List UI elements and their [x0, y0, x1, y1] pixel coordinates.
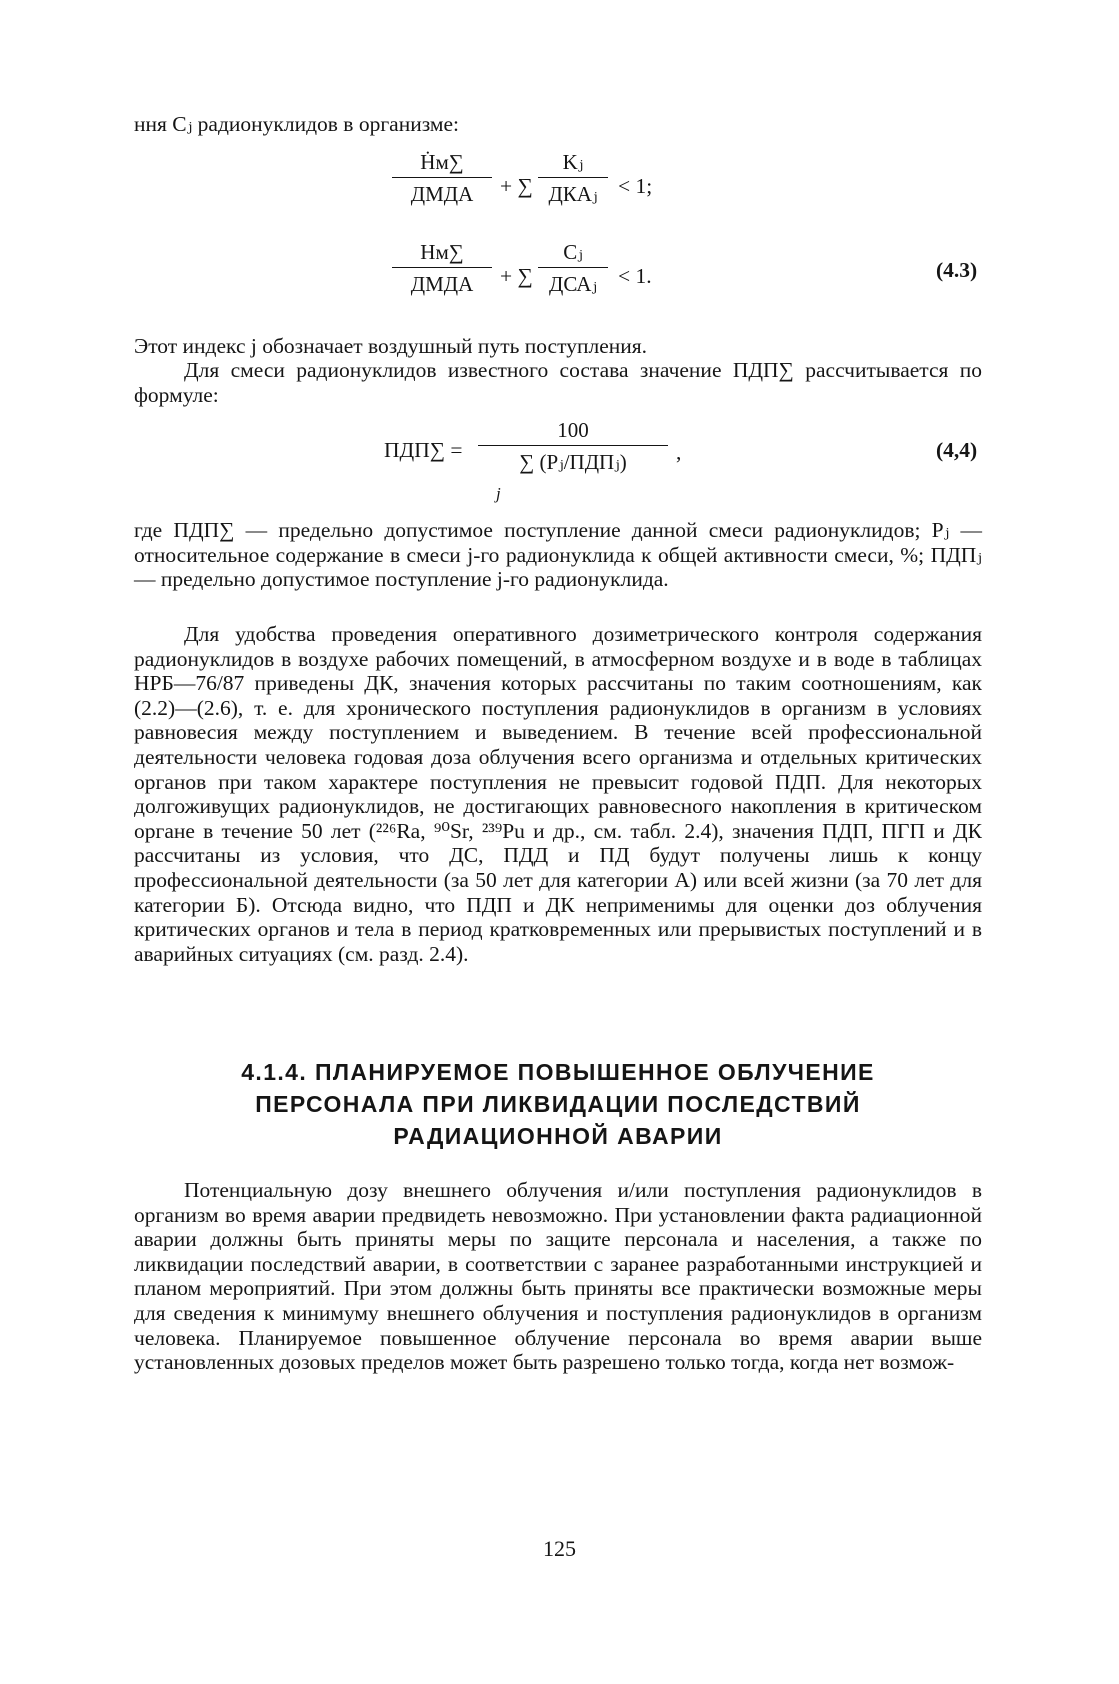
eq43-l2-num1: Hм∑	[392, 240, 492, 268]
intro-line: ння Cⱼ радионуклидов в организме:	[134, 112, 460, 136]
eq44-num: 100	[478, 418, 668, 446]
eq43-fraction-3	[392, 240, 492, 297]
eq43-fraction-2	[538, 150, 608, 207]
eq43-number: (4.3)	[936, 258, 978, 282]
heading-line-2: ПЕРСОНАЛА ПРИ ЛИКВИДАЦИИ ПОСЛЕДСТВИЙ	[255, 1091, 861, 1117]
eq44-number: (4,4)	[936, 438, 978, 462]
paragraph-index: Этот индекс j обозначает воздушный путь поступления.	[134, 334, 648, 358]
page-number: 125	[543, 1536, 576, 1561]
eq43-fraction-1	[392, 150, 492, 207]
eq43-l2-den1: ДМДА	[410, 272, 474, 296]
eq43-l1-den2: ДКАⱼ	[548, 182, 598, 206]
paragraph-convenience: Для удобства проведения оперативного дозиметрического контроля содержания радионуклидов в воздухе рабочих помещений, в атмосферном воздухе и в воде в таблицах НРБ—76/87 приведены ДК, значения которых рассчитаны по таким соотношениям, как (2.2)—(2.6), т. е. для хронического поступления радионуклидов в организм в условиях равновесия между поступлением и выведением. В течение всей профессиональной деятельности человека годовая доза облучения всего организма и отдельных критических органов при таком характере поступления не превысит годовой ПДП. Для некоторых долгоживущих радионуклидов, не достигающих равновесного накопления в критическом органе в течение 50 лет (²²⁶Ra, ⁹⁰Sr, ²³⁹Pu и др., см. табл. 2.4), значения ПДП, ПГП и ДК рассчитаны из условия, что ДС, ПДД и ПД будут получены лишь к концу профессиональной деятельности (за 50 лет для категории А) или всей жизни (за 70 лет для категории Б). Отсюда видно, что ПДП и ДК неприменимы для оценки доз облучения критических органов и тела в период кратковременных или прерывистых поступлений и в аварийных ситуациях (см. разд. 2.4).	[134, 622, 982, 966]
eq43-l2-plus-sum: + ∑	[500, 264, 533, 288]
eq44-sum-index: j	[496, 484, 501, 503]
section-heading	[134, 1056, 982, 1152]
paragraph-where: где ПДП∑ — предельно допустимое поступление данной смеси радионуклидов; Pⱼ — относительное содержание в смеси j-го радионуклида к общей активности смеси, %; ПДПⱼ — предельно допустимое поступление j-го радионуклида.	[134, 518, 982, 592]
paragraph-potential: Потенциальную дозу внешнего облучения и/или поступления радионуклидов в организм во время аварии предвидеть невозможно. При установлении факта радиационной аварии должны быть приняты меры по защите персонала и населения, а также по ликвидации последствий аварии, в соответствии с заранее разработанными инструкцией и планом мероприятий. При этом должны быть приняты все практически возможные меры для сведения к минимуму внешнего облучения и поступления радионуклидов в организм человека. Планируемое повышенное облучение персонала во время аварии выше установленных дозовых пределов может быть разрешено только тогда, когда нет возмож-	[134, 1178, 982, 1375]
eq43-l2-relation: < 1.	[618, 264, 652, 288]
eq43-l2-num2: Cⱼ	[538, 240, 608, 268]
eq43-l2-den2: ДСАⱼ	[549, 272, 597, 296]
heading-line-1: 4.1.4. ПЛАНИРУЕМОЕ ПОВЫШЕННОЕ ОБЛУЧЕНИЕ	[241, 1059, 875, 1085]
eq44-fraction	[478, 418, 668, 475]
eq44-den: ∑ (Pⱼ/ПДПⱼ)	[519, 450, 627, 474]
eq43-fraction-4	[538, 240, 608, 297]
eq43-l1-plus-sum: + ∑	[500, 174, 533, 198]
eq44-lhs: ПДП∑ =	[384, 438, 463, 462]
eq43-l1-relation: < 1;	[618, 174, 653, 198]
eq43-l1-den1: ДМДА	[410, 182, 474, 206]
paragraph-mixture: Для смеси радионуклидов известного состава значение ПДП∑ рассчитывается по формуле:	[134, 358, 982, 407]
eq43-l1-num2: Kⱼ	[538, 150, 608, 178]
eq43-l1-num1: Ḣм∑	[392, 150, 492, 178]
eq44-comma: ,	[676, 440, 682, 464]
heading-line-3: РАДИАЦИОННОЙ АВАРИИ	[393, 1123, 723, 1149]
